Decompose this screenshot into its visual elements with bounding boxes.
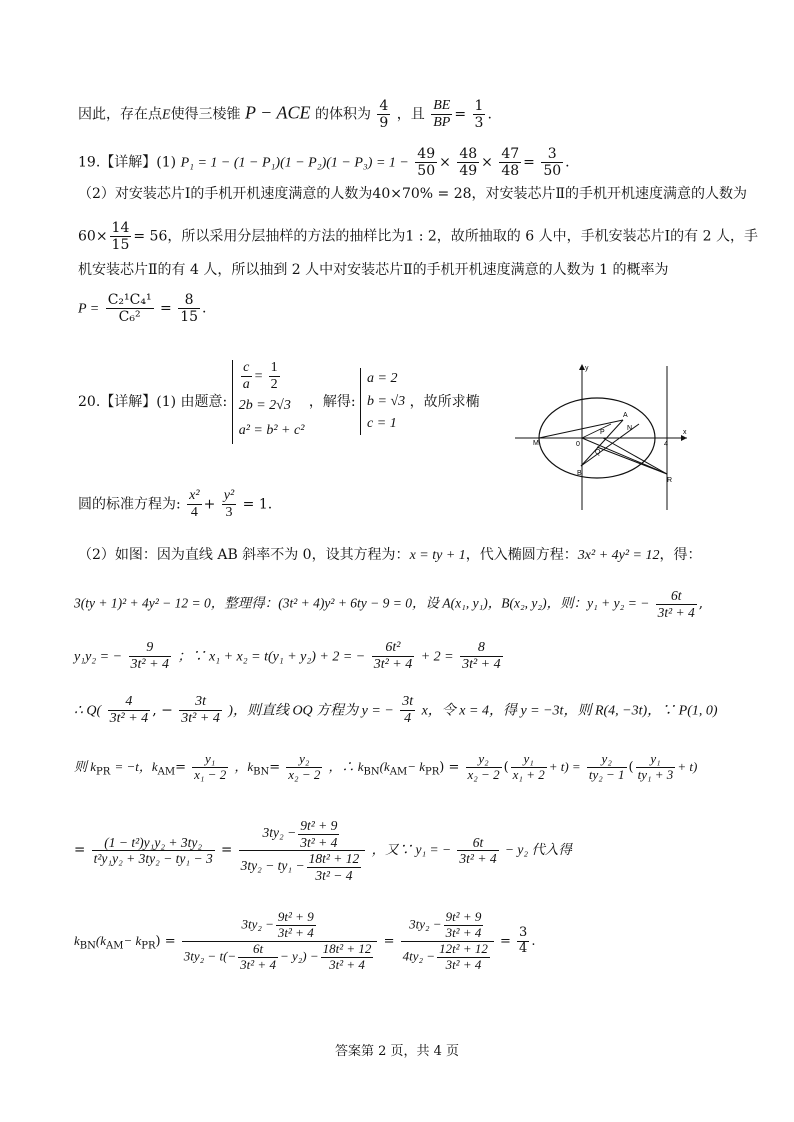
label-x: x <box>683 429 687 436</box>
label-N: N <box>627 425 633 432</box>
math: P − ACE <box>245 102 311 123</box>
fraction: $\frac{4}{9}$ <box>379 98 389 132</box>
q20-part2-line5: 则 $k_{PR} = -t$，$k_{AM}=$ $\frac{\text{y₁}}{\text{x₁ − 2}}$ ，$k_{BN}=$ $\frac{\text{y₂}}{\text{x₂ − 2}}$ ，∴ $k_{BN}(k_{AM}- k_{PR})$ = $\frac{\text{y₂}}{\text{x₂ − 2}}$ ( $\frac{\text{y₁}}{\text{x₁ + 2}}$ + t) = $\frac{\text{y₂}}{\text{ty₂ − 1}}$ ( $\frac{\text{y₁}}{\text{ty₁ + 3}}$ + t) <box>74 751 698 782</box>
solution-system: a = 2 b = √3 c = 1 <box>360 368 405 435</box>
text: 的体积为 <box>314 106 371 123</box>
fraction: $\frac{BE}{BP}$ <box>433 98 451 131</box>
label-Q: Q <box>595 449 601 456</box>
label-R: R <box>667 477 673 484</box>
ellipse-figure <box>515 362 690 512</box>
q19-part1: 19.【详解】(1) P₁ = 1 − (1 − P₁)(1 − P₂)(1 − P₃) = 1 − $\frac{49}{50}$ × $\frac{48}{49}$ × $\frac{47}{48}$ = $\frac{3}{50}$ . <box>78 146 570 180</box>
question-label: 20.【详解】(1) 由题意: <box>78 393 228 410</box>
fraction: $\frac{1}{3}$ <box>474 98 484 132</box>
fraction: $\frac{49}{50}$ <box>417 146 436 180</box>
label-y: y <box>585 365 589 372</box>
question-label: 19.【详解】(1) <box>78 154 177 171</box>
q19-probability: P = $\frac{\text{C₂¹C₄¹}}{\text{C₆²}}$ = $\frac{8}{15}$ . <box>78 292 207 326</box>
label-P: P <box>600 429 605 436</box>
q20-standard-equation: 圆的标准方程为: $\frac{\text{x²}}{4}$ + $\frac{\text{y²}}{3}$ = 1. <box>78 488 273 521</box>
q20-part2-line1: （2）如图：因为直线 AB 斜率不为 0，设其方程为：x = ty + 1，代入椭圆方程：3x² + 4y² = 12，得： <box>78 547 702 563</box>
text: 使得三棱锥 <box>170 106 241 123</box>
text: 因此，存在点 <box>78 106 162 123</box>
page-footer: 答案第 2 页，共 4 页 <box>334 1044 460 1059</box>
text: ，且 <box>396 106 425 123</box>
q19-part2-line1: （2）对安装芯片Ⅰ的手机开机速度满意的人数为40×70% = 28，对安装芯片Ⅱ的手机开机速度满意的人数为 <box>78 186 748 202</box>
fraction: $\frac{8}{15}$ <box>180 292 199 326</box>
q19-part2-line2: 60× $\frac{14}{15}$ = 56，所以采用分层抽样的方法的抽样比为1 : 2，故所抽取的 6 人中，手机安装芯片Ⅰ的有 2 人，手 <box>78 220 758 254</box>
label-4: 4 <box>664 441 668 448</box>
q20-part2-line3: y₁y₂ = − $\frac{9}{\text{3t² + 4}}$ ；∵ x₁ + x₂ = t(y₁ + y₂) + 2 = − $\frac{\text{6t²}}{\text{3t² + 4}}$ + 2 = $\frac{8}{\text{3t² + 4}}$ <box>74 640 501 673</box>
q19-part2-line3: 机安装芯片Ⅱ的有 4 人，所以抽到 2 人中对安装芯片Ⅱ的手机开机速度满意的人数为 1 的概率为 <box>78 262 669 278</box>
q20-part2-line4: ∴ Q( $\frac{4}{\text{3t² + 4}}$ , − $\frac{3t}{\text{3t² + 4}}$ )，则直线 OQ 方程为 y = − $\frac{3t}{4}$ x，令 x = 4，得 y = −3t，则 R(4, −3t)，∵ P(1, 0) <box>74 694 718 727</box>
fraction: $\frac{3}{50}$ <box>543 146 562 180</box>
label-O: 0 <box>576 441 580 448</box>
conclusion-line: 因此，存在点E使得三棱锥 P − ACE 的体积为 $\frac{4}{9}$ ，且 $\frac{BE}{BP}$ = $\frac{1}{3}$ . <box>78 98 492 132</box>
label-A: A <box>623 412 628 419</box>
q20-part1: 20.【详解】(1) 由题意: $\frac{c}{a}$ = $\frac{1}{2}$ 2b = 2√3 a² = b² + c² ，解得: a = 2 b = √3 c = 1 ，故所求椭 <box>78 360 480 444</box>
math: P₁ = 1 − (1 − P₁)(1 − P₂)(1 − P₃) = 1 − <box>180 155 409 171</box>
fraction: $\frac{47}{48}$ <box>501 146 520 180</box>
label-M: M <box>533 440 539 447</box>
q20-part2-line2: 3(ty + 1)² + 4y² − 12 = 0，整理得：(3t² + 4)y² + 6ty − 9 = 0，设 A(x₁, y₁)，B(x₂, y₂)，则：y₁ + y₂ = − $\frac{6t}{\text{3t² + 4}}$ , <box>74 588 704 620</box>
label-B: B <box>577 470 582 477</box>
math: E <box>162 107 171 123</box>
q20-part2-line7: $k_{BN}(k_{AM}- k_{PR})$ = 3ty₂ − $\frac{\text{9t² + 9}}{\text{3t² + 4}}$ 3ty₂ − t(− $\frac{6t}{\text{3t² + 4}}$ − y₂) − $\frac{\text{18t² + 12}}{\text{3t² + 4}}$ = 3ty₂ − $\frac{\text{9t² + 9}}{\text{3t² + 4}}$ 4ty₂ − $\frac{\text{12t² + 12}}{\text{3t² + 4}}$ = $\frac{3}{4}$ . <box>74 909 536 972</box>
fraction: $\frac{\text{C₂¹C₄¹}}{\text{C₆²}}$ <box>107 292 152 326</box>
q20-part2-line6: = $\frac{\text{(1 − t²)y₁y₂ + 3ty₂}}{\text{t²y₁y₂ + 3ty₂ − ty₁ − 3}}$ = 3ty₂ − $\frac{\text{9t² + 9}}{\text{3t² + 4}}$ 3ty₂ − ty₁ − $\frac{\text{18t² + 12}}{\text{3t² − 4}}$ ，又∵ y₁ = − $\frac{6t}{\text{3t² + 4}}$ − y₂ 代入得 <box>74 818 572 883</box>
fraction: $\frac{48}{49}$ <box>459 146 478 180</box>
fraction: $\frac{14}{15}$ <box>111 220 130 254</box>
equation-system: $\frac{c}{a}$ = $\frac{1}{2}$ 2b = 2√3 a² = b² + c² <box>232 360 305 444</box>
